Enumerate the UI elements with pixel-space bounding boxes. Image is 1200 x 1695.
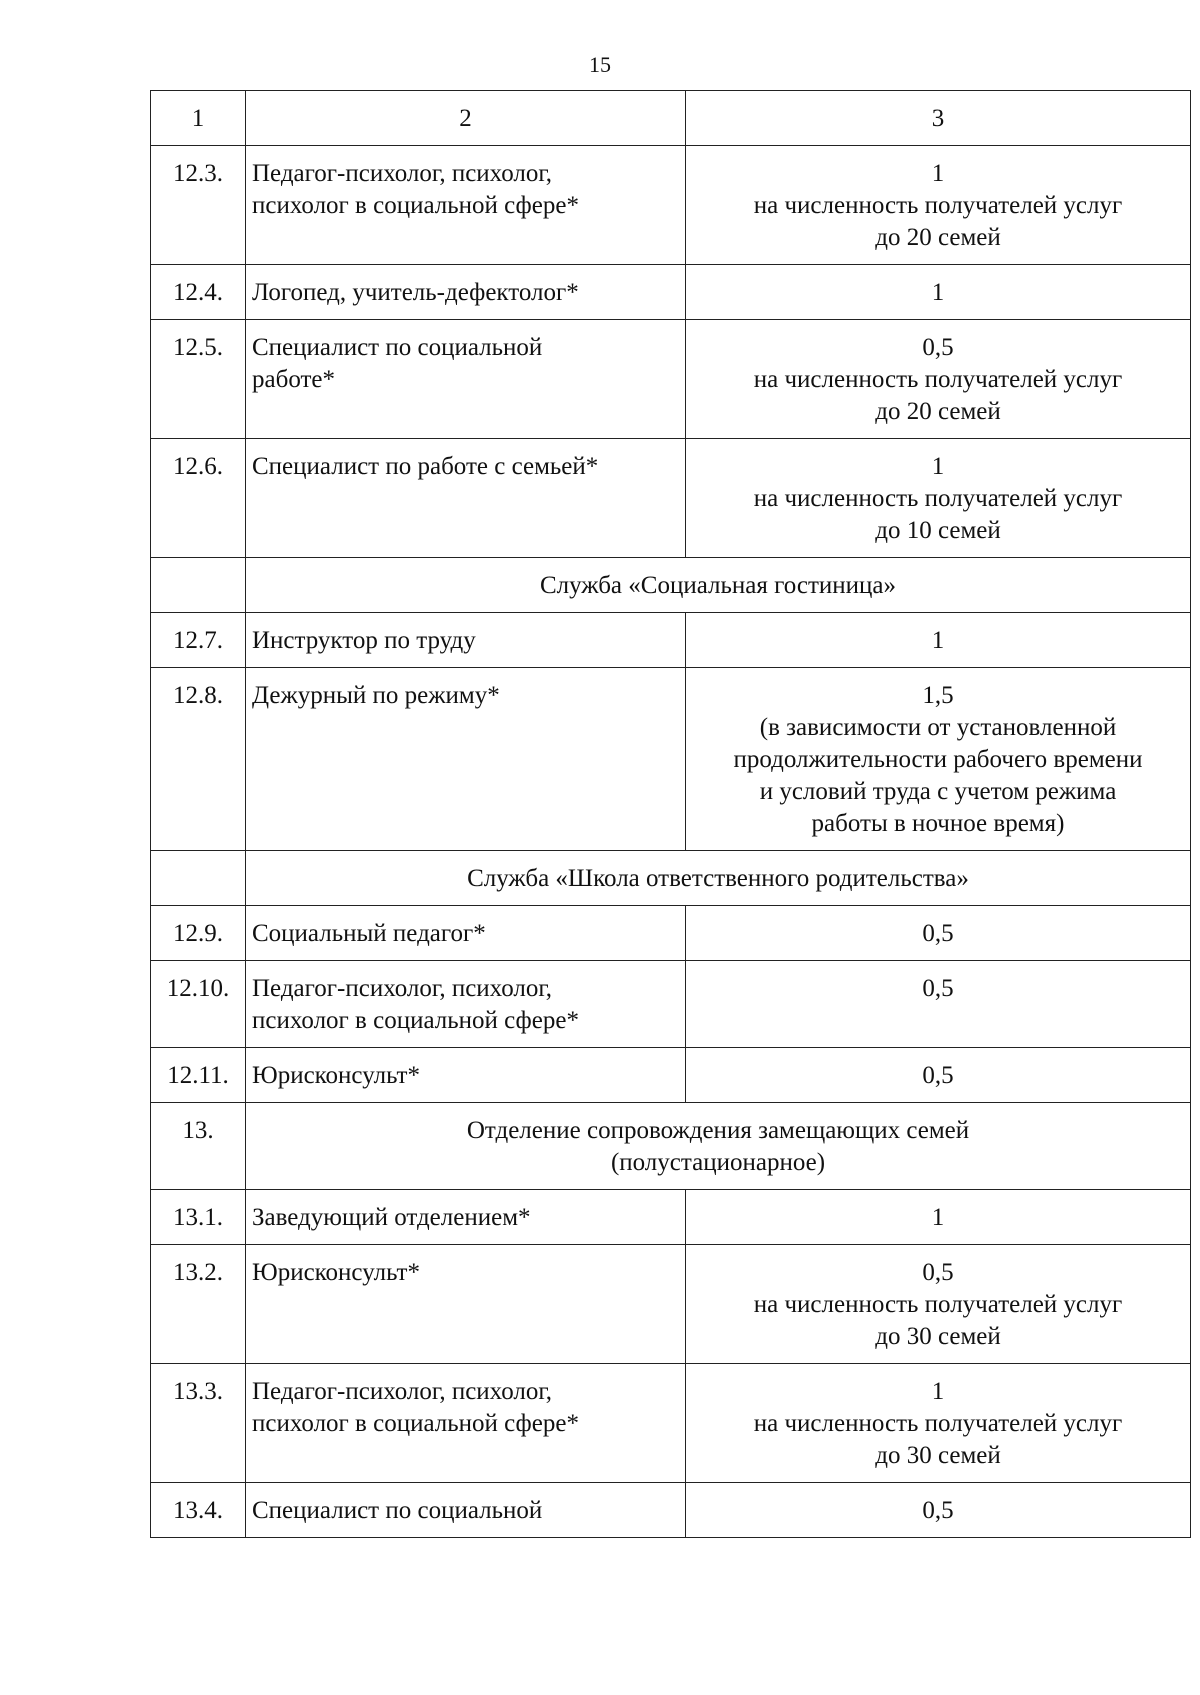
position-name: Специалист по работе с семьей* [246, 439, 686, 558]
row-number: 13.4. [151, 1483, 246, 1538]
position-name: Юрисконсульт* [246, 1245, 686, 1364]
table-row [151, 668, 1191, 851]
table-row [151, 1483, 1191, 1538]
staff-quantity: 0,5 на численность получателей услуг до 20 семей [686, 320, 1191, 439]
table-row [151, 906, 1191, 961]
row-number: 12.3. [151, 146, 246, 265]
row-number: 12.7. [151, 613, 246, 668]
staff-quantity: 1 [686, 265, 1191, 320]
staff-quantity: 1 на численность получателей услуг до 10 семей [686, 439, 1191, 558]
header-col-3: 3 [686, 91, 1191, 146]
section-title: Служба «Социальная гостиница» [246, 558, 1191, 613]
position-name: Инструктор по труду [246, 613, 686, 668]
position-name: Педагог-психолог, психолог, психолог в социальной сфере* [246, 1364, 686, 1483]
table-row [151, 613, 1191, 668]
position-name: Логопед, учитель-дефектолог* [246, 265, 686, 320]
position-name: Педагог-психолог, психолог, психолог в социальной сфере* [246, 961, 686, 1048]
table-row [151, 1245, 1191, 1364]
section-number-empty [151, 851, 246, 906]
row-number: 12.4. [151, 265, 246, 320]
position-name: Педагог-психолог, психолог, психолог в социальной сфере* [246, 146, 686, 265]
staff-quantity: 0,5 [686, 1048, 1191, 1103]
row-number: 12.9. [151, 906, 246, 961]
department-title: Отделение сопровождения замещающих семей (полустационарное) [246, 1103, 1191, 1190]
row-number: 13.1. [151, 1190, 246, 1245]
table-row [151, 1190, 1191, 1245]
row-number: 13.3. [151, 1364, 246, 1483]
table-row [151, 961, 1191, 1048]
staff-quantity: 0,5 [686, 906, 1191, 961]
table-row [151, 1364, 1191, 1483]
staff-quantity: 1,5 (в зависимости от установленной продолжительности рабочего времени и условий труда с учетом режима работы в ночное время) [686, 668, 1191, 851]
header-col-2: 2 [246, 91, 686, 146]
row-number: 13.2. [151, 1245, 246, 1364]
staff-quantity: 1 на численность получателей услуг до 30 семей [686, 1364, 1191, 1483]
row-number: 12.11. [151, 1048, 246, 1103]
table-row [151, 265, 1191, 320]
position-name: Специалист по социальной работе* [246, 320, 686, 439]
department-row [151, 1103, 1191, 1190]
position-name: Социальный педагог* [246, 906, 686, 961]
row-number: 12.6. [151, 439, 246, 558]
position-name: Специалист по социальной [246, 1483, 686, 1538]
staff-quantity: 1 на численность получателей услуг до 20 семей [686, 146, 1191, 265]
table-header-row [151, 91, 1191, 146]
staff-quantity: 1 [686, 613, 1191, 668]
staff-quantity: 1 [686, 1190, 1191, 1245]
row-number: 12.5. [151, 320, 246, 439]
position-name: Юрисконсульт* [246, 1048, 686, 1103]
table-row [151, 1048, 1191, 1103]
staff-quantity: 0,5 на численность получателей услуг до 30 семей [686, 1245, 1191, 1364]
section-number-empty [151, 558, 246, 613]
row-number: 12.8. [151, 668, 246, 851]
section-row [151, 851, 1191, 906]
position-name: Заведующий отделением* [246, 1190, 686, 1245]
section-title: Служба «Школа ответственного родительства» [246, 851, 1191, 906]
staff-quantity: 0,5 [686, 1483, 1191, 1538]
staffing-table [150, 90, 1191, 1538]
staff-quantity: 0,5 [686, 961, 1191, 1048]
page-number: 15 [589, 52, 611, 77]
row-number: 13. [151, 1103, 246, 1190]
section-row [151, 558, 1191, 613]
position-name: Дежурный по режиму* [246, 668, 686, 851]
row-number: 12.10. [151, 961, 246, 1048]
header-col-1: 1 [151, 91, 246, 146]
table-row [151, 146, 1191, 265]
table-row [151, 439, 1191, 558]
table-row [151, 320, 1191, 439]
